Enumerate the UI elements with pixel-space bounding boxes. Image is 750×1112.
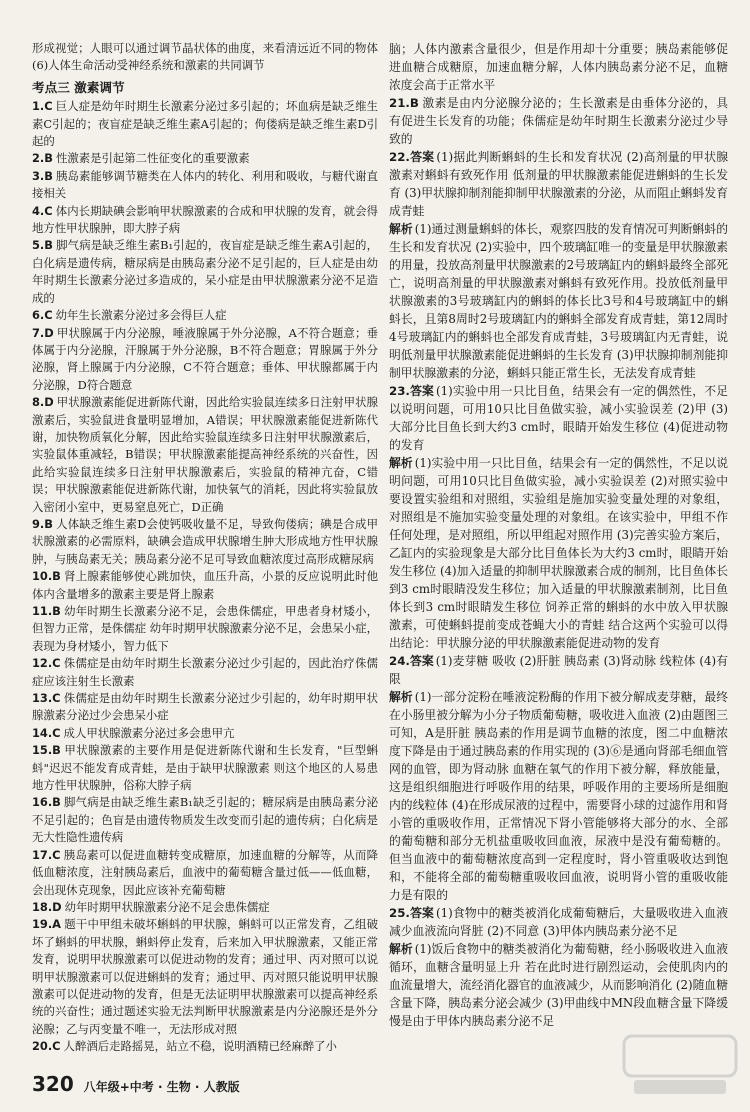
answer-number: 解析: [389, 690, 413, 704]
answer-text: 甲状腺属于内分泌腺，唾液腺属于外分泌腺，A不符合题意；垂体属于内分泌腺，汗腺属于外分泌腺，B不符合题意；胃腺属于外分泌腺，肾上腺属于内分泌腺，C不符合题意；垂体、甲状腺都属于内分泌腺，D符合题意: [32, 325, 378, 392]
left-column: [32, 40, 378, 1056]
answer-item: [32, 690, 378, 725]
answer-text: 题干中甲组未破坏蝌蚪的甲状腺，蝌蚪可以正常发育，乙组破坏了蝌蚪的甲状腺，蝌蚪停止发育，后来加入甲状腺激素，又能正常发育，说明甲状腺激素可以促进动物的发育；通过甲、丙对照可以说明甲状腺激素可以促进蝌蚪的发育；通过甲、丙对照只能说明甲状腺激素可以促进动物的发育，但是无法证明甲状腺激素可以提高神经系统的兴奋性；通过题述实验无法判断甲状腺激素是内分泌腺还是外分泌腺；乙与丙变量不唯一，无法形成对照: [32, 917, 378, 1036]
answer-item: [389, 454, 728, 652]
answer-item: [32, 742, 378, 794]
answer-number: 8.D: [32, 395, 54, 410]
answer-item: [389, 148, 728, 220]
answer-text: 成人甲状腺激素分泌过多会患甲亢: [63, 725, 235, 740]
answer-number: 7.D: [32, 325, 54, 340]
answer-number: 14.C: [32, 725, 61, 740]
answer-item: [32, 307, 378, 324]
page-footer: [32, 1072, 240, 1096]
answer-item: [32, 655, 378, 690]
answer-number: 5.B: [32, 238, 53, 253]
answer-text: 脚气病是由缺乏维生素B₁缺乏引起的；糖尿病是由胰岛素分泌不足引起的；色盲是由遗传物质发生改变而引起的遗传病；白化病是无大性隐性遗传病: [32, 795, 378, 845]
answer-text: 脚气病是缺乏维生素B₁引起的，夜盲症是缺乏维生素A引起的，白化病是遗传病，糖尿病是由胰岛素分泌不足引起的，巨人症是由幼年时期生长激素分泌过多造成的，呆小症是由甲状腺激素分泌不足造成的: [32, 238, 378, 305]
answer-item: [32, 847, 378, 899]
answer-number: 1.C: [32, 99, 53, 114]
answer-item: [32, 325, 378, 395]
answer-text: (1)据此判断蝌蚪的生长和发育状况 (2)高剂量的甲状腺激素对蝌蚪有致死作用 低剂量的甲状腺激素能促进蝌蚪的生长发育 (3)甲状腺抑制剂能抑制甲状腺激素的分泌，从而阻止蝌蚪发育成青蛙: [389, 150, 728, 218]
answer-number: 解析: [389, 456, 413, 470]
answer-text: 胰岛素可以促进血糖转变成糖原，加速血糖的分解等，从而降低血糖浓度，注射胰岛素后，血液中的葡萄糖含量过低——低血糖，会出现休克现象，因此应该补充葡萄糖: [32, 847, 378, 897]
answer-number: 22.答案: [389, 150, 435, 164]
answer-number: 12.C: [32, 656, 61, 671]
answer-text: (1)食物中的糖类被消化成葡萄糖后，大量吸收进入血液 减少血液流向肾脏 (2)不同意 (3)甲体内胰岛素分泌不足: [389, 906, 728, 938]
answer-text: 肾上腺素能够使心跳加快，血压升高，小景的反应说明此时他体内含量增多的激素主要是肾上腺素: [32, 569, 378, 601]
answer-item: [32, 1038, 378, 1055]
answer-item: [32, 794, 378, 846]
paragraph: 脑；人体内激素含量很少，但是作用却十分重要；胰岛素能够促进血糖合成糖原，加速血糖分解，人体内胰岛素分泌不足，血糖浓度会高于正常水平: [389, 42, 728, 92]
answer-number: 17.C: [32, 847, 61, 862]
answer-text: (1)饭后食物中的糖类被消化为葡萄糖，经小肠吸收进入血液循环，血糖含量明显上升 若在此时进行剧烈运动，会使肌肉内的血流量增大，流经消化器官的血液减少，从而影响消化 (2)随血糖含量下降，胰岛素分泌会减少 (3)甲曲线中MN段血糖含量下降缓慢是由于甲体内胰岛素分泌不足: [389, 942, 728, 1028]
answer-number: 13.C: [32, 691, 61, 706]
paragraph: 形成视觉；人眼可以通过调节晶状体的曲度，来看清远近不同的物体 (6)人体生命活动受神经系统和激素的共同调节: [32, 41, 378, 73]
answer-number: 4.C: [32, 203, 53, 218]
answer-number: 18.D: [32, 899, 62, 914]
answer-text: 幼年时期甲状腺激素分泌不足会患侏儒症: [64, 899, 270, 914]
answer-item: [32, 168, 378, 203]
answer-item: [32, 203, 378, 238]
answer-item: [389, 904, 728, 940]
answer-text: 侏儒症是由幼年时期生长激素分泌过少引起的，幼年时期甲状腺激素分泌过少会患呆小症: [32, 691, 378, 723]
answer-item: [389, 652, 728, 688]
answer-text: 激素是由内分泌腺分泌的；生长激素是由垂体分泌的，具有促进生长发育的功能；侏儒症是幼年时期生长激素分泌过少导致的: [389, 96, 728, 146]
book-title: 八年级+中考 · 生物 · 人教版: [83, 1080, 240, 1094]
answer-text: (1)通过测量蝌蚪的体长，观察四肢的发育情况可判断蝌蚪的生长和发育状况 (2)实验中，四个玻璃缸唯一的变量是甲状腺激素的用量，投放高剂量甲状腺激素的2号玻璃缸内的蝌蚪最终全部死亡，说明高剂量的甲状腺激素对蝌蚪有致死作用。投放低剂量甲状腺激素的3号玻璃缸内的蝌蚪的体长比3号和4号玻璃缸中的蝌蚪长，且第8周时2号玻璃缸内的蝌蚪全部发育成青蛙，第12周时4号玻璃缸内的蝌蚪也全部发育成青蛙，3号玻璃缸内无青蛙，说明低剂量甲状腺激素能促进蝌蚪的生长发育 (3)甲状腺抑制剂能抑制甲状腺激素的分泌，蝌蚪只能正常生长，无法发育成青蛙: [389, 222, 728, 380]
answer-item: [32, 899, 378, 916]
answer-number: 2.B: [32, 151, 53, 166]
answer-text: 巨人症是幼年时期生长激素分泌过多引起的；坏血病是缺乏维生素C引起的；夜盲症是缺乏维生素A引起的；佝偻病是缺乏维生素D引起的: [32, 99, 378, 149]
answer-text: 甲状腺激素的主要作用是促进新陈代谢和生长发育，"巨型蝌蚪"迟迟不能发育成青蛙，是由于缺甲状腺激素 则这个地区的人易患地方性甲状腺肿，俗称大脖子病: [32, 743, 378, 793]
answer-item: [32, 98, 378, 150]
section-heading: 考点三 激素调节: [32, 79, 125, 95]
answer-text: 人体缺乏维生素D会使钙吸收量不足，导致佝偻病；碘是合成甲状腺激素的必需原料，缺碘会造成甲状腺增生肿大形成地方性甲状腺肿，与胰岛素无关；胰岛素分泌不足可导致血糖浓度过高形成糖尿病: [32, 516, 378, 566]
answer-item: [32, 916, 378, 1038]
answer-text: 体内长期缺碘会影响甲状腺激素的合成和甲状腺的发育，就会得地方性甲状腺肿，即大脖子病: [32, 203, 378, 236]
page-number: 320: [32, 1072, 74, 1096]
answer-number: 24.答案: [389, 654, 434, 668]
answer-item: [389, 94, 728, 148]
answer-number: 9.B: [32, 516, 53, 531]
answer-number: 21.B: [389, 96, 419, 110]
answer-number: 10.B: [32, 569, 61, 584]
answer-text: 幼年时期生长激素分泌不足，会患侏儒症，甲患者身材矮小，但智力正常，是侏儒症 幼年时期甲状腺激素分泌不足，会患呆小症，表现为身材矮小，智力低下: [32, 604, 378, 653]
answer-text: (1)实验中用一只比目鱼，结果会有一定的偶然性，不足以说明问题，可用10只比目鱼做实验，减小实验误差 (2)甲 (3)大部分比目鱼长到大约3 cm时，眼睛开始发生移位 (4)促进动物的发育: [389, 384, 728, 452]
answer-item: [32, 237, 378, 307]
answer-text: 侏儒症是由幼年时期生长激素分泌过少引起的，因此治疗侏儒症应该注射生长激素: [32, 656, 378, 688]
answer-number: 解析: [389, 942, 413, 956]
watermark-logo-icon: [620, 1030, 740, 1100]
answer-text: 甲状腺激素能促进新陈代谢，因此给实验鼠连续多日注射甲状腺激素后，实验鼠进食量明显增加，A错误；甲状腺激素能促进新陈代谢，加快物质氧化分解，因此给实验鼠连续多日注射甲状腺激素后，实验鼠体重减轻，B错误；甲状腺激素能提高神经系统的兴奋性，因此给实验鼠连续多日注射甲状腺激素后，实验鼠的精神亢奋，C错误；甲状腺激素能促进新陈代谢，加快氧气的消耗，因此将实验鼠放入密闭小室中，更易窒息死亡，D正确: [32, 395, 378, 514]
answer-number: 16.B: [32, 795, 61, 810]
answer-item: [389, 940, 728, 1030]
answer-number: 11.B: [32, 604, 61, 618]
answer-number: 6.C: [32, 308, 53, 323]
answer-text: 性激素是引起第二性征变化的重要激素: [55, 151, 250, 166]
answer-item: [389, 688, 728, 904]
answer-item: [32, 150, 378, 167]
answer-text: (1)实验中用一只比目鱼，结果会有一定的偶然性，不足以说明问题，可用10只比目鱼做实验，减小实验误差 (2)对照实验中要设置实验组和对照组，实验组是施加实验变量处理的对象组，对照组是不施加实验变量处理的对象组。在该实验中，甲组不作任何处理，是对照组，所以甲组起对照作用 (3)完善实验方案后，乙缸内的实验现象是大部分比目鱼体长为大约3 cm时，眼睛开始发生移位 (4)加入适量的抑制甲状腺激素合成的制剂，比目鱼体长到3 cm时眼睛没发生移位；加入适量的甲状腺激素制剂，比目鱼体长到3 cm时眼睛发生移位 饲养正常的蝌蚪的水中放入甲状腺激素，可使蝌蚪提前变成苍蝇大小的青蛙 结合这两个实验可以得出结论：甲状腺分泌的甲状腺激素能促进动物的发育: [389, 456, 728, 650]
answer-text: (1)麦芽糖 吸收 (2)肝脏 胰岛素 (3)肾动脉 线粒体 (4)有限: [389, 654, 728, 686]
answer-text: 幼年生长激素分泌过多会得巨人症: [55, 308, 227, 323]
answer-item: [32, 725, 378, 742]
answer-item: [32, 568, 378, 603]
answer-text: 人醉酒后走路摇晃，站立不稳，说明酒精已经麻醉了小: [63, 1039, 337, 1054]
answer-number: 20.C: [32, 1039, 61, 1054]
answer-item: [389, 382, 728, 454]
answer-number: 15.B: [32, 743, 61, 758]
right-column: [389, 40, 728, 1030]
answer-number: 解析: [389, 222, 413, 236]
answer-number: 3.B: [32, 168, 53, 183]
answer-number: 23.答案: [389, 384, 435, 398]
answer-text: 胰岛素能够调节糖类在人体内的转化、利用和吸收，与糖代谢直接相关: [32, 168, 378, 201]
answer-item: [389, 220, 728, 382]
answer-item: [32, 516, 378, 568]
answer-number: 19.A: [32, 917, 61, 932]
answer-text: (1)一部分淀粉在唾液淀粉酶的作用下被分解成麦芽糖，最终在小肠里被分解为小分子物质葡萄糖，吸收进入血液 (2)由题图三可知，A是肝脏 胰岛素的作用是调节血糖的浓度，图二中血糖浓度下降是由于通过胰岛素的作用实现的 (3)⑥是通向肾部毛细血管网的血管，即为肾动脉 血糖在氧气的作用下被分解，释放能量，这是组织细胞进行呼吸作用的结果，呼吸作用的主要场所是细胞内的线粒体 (4)在形成尿液的过程中，需要肾小球的过滤作用和肾小管的重吸收作用，正常情况下肾小管能够将大部分的水、全部的葡萄糖和部分无机盐重吸收回血液，尿液中是没有葡萄糖的。但当血液中的葡萄糖浓度高到一定程度时，肾小管重吸收达到饱和，不能将全部的葡萄糖重吸收回血液，说明肾小管的重吸收能力是有限的: [389, 690, 728, 902]
answer-item: [32, 394, 378, 516]
answer-number: 25.答案: [389, 906, 435, 920]
answer-item: [32, 603, 378, 655]
